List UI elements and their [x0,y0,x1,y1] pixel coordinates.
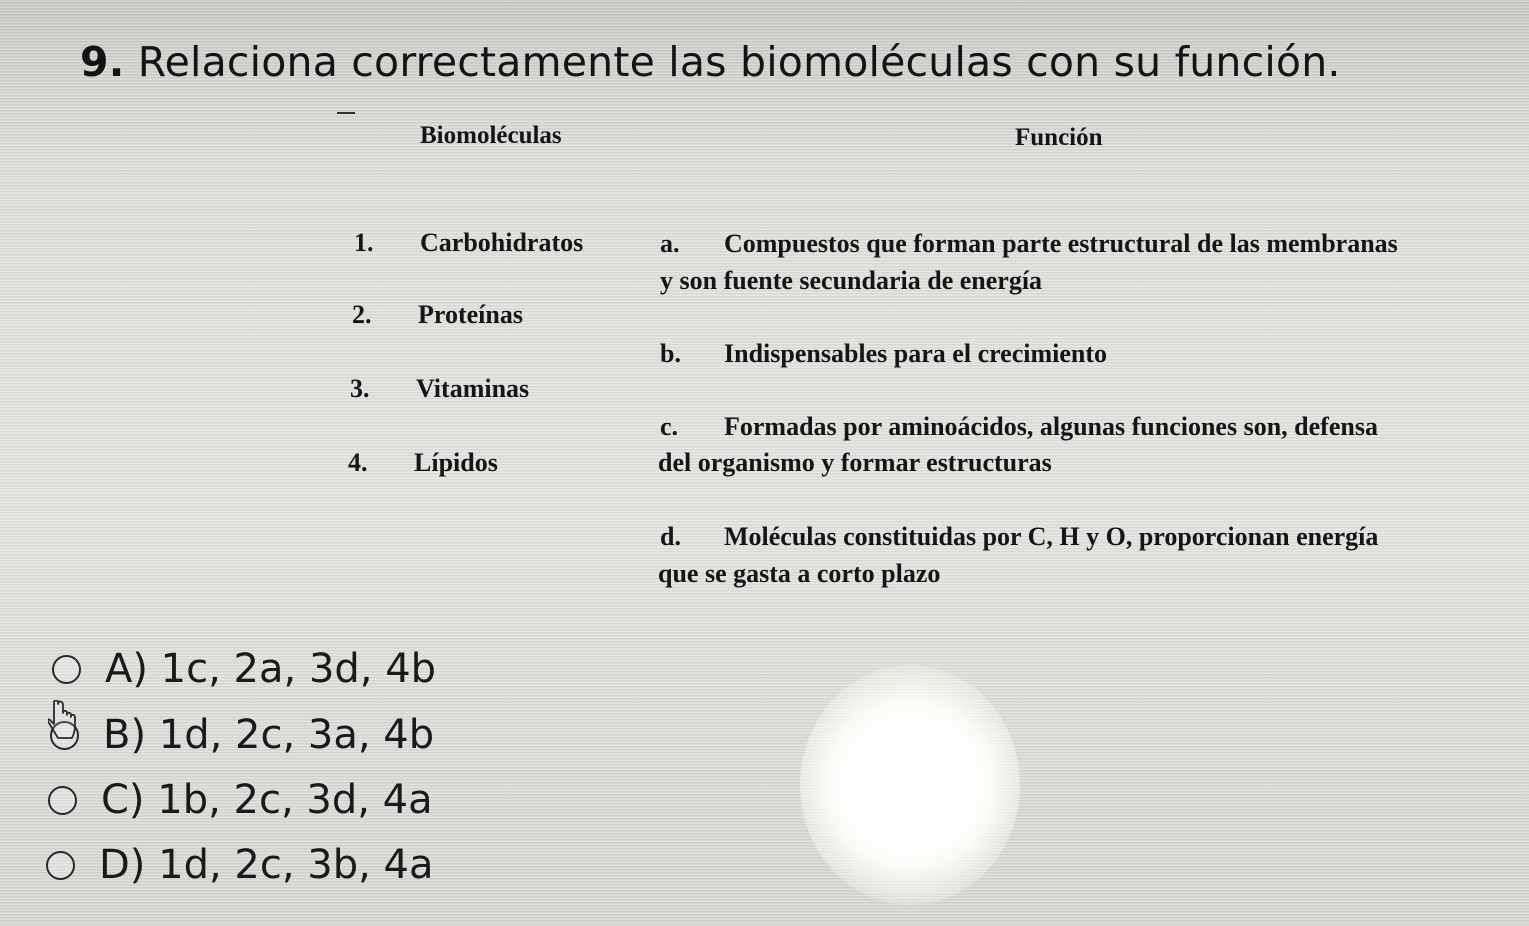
function-item-b [660,339,1107,369]
function-text: Indispensables para el crecimiento [724,339,1108,368]
light-glare [800,665,1020,905]
radio-button-icon[interactable] [52,655,81,684]
function-text: Formadas por aminoácidos, algunas funciones son, defensa [724,412,1378,441]
biomolecule-name: Vitaminas [416,374,530,403]
function-item-d [660,522,1378,552]
function-item-c [660,412,1378,442]
option-label: C) 1b, 2c, 3d, 4a [101,777,433,823]
function-text: Moléculas constituidas por C, H y O, proporcionan energía [724,522,1379,551]
function-text: Compuestos que forman parte estructural de las membranas [724,229,1398,258]
function-item-a [660,229,1398,259]
biomolecule-number: 3. [350,374,370,403]
radio-button-icon[interactable] [48,786,77,815]
function-item-a-continued: y son fuente secundaria de energía [660,266,1043,295]
dash-mark [337,112,355,114]
option-a[interactable] [52,646,436,692]
function-letter: b. [660,339,681,368]
question-text: Relaciona correctamente las biomoléculas con su función. [137,38,1341,86]
biomolecule-number: 1. [354,228,374,257]
question-number: 9. [80,38,125,86]
header-funcion: Función [1015,124,1103,151]
option-b[interactable] [50,712,434,758]
function-letter: a. [660,229,680,258]
biomolecule-number: 2. [352,300,372,329]
option-c[interactable] [48,777,433,823]
option-label: A) 1c, 2a, 3d, 4b [105,646,437,692]
option-label: B) 1d, 2c, 3a, 4b [103,712,435,758]
biomolecule-item [352,300,523,330]
radio-button-icon[interactable] [46,851,75,880]
biomolecule-item [354,228,583,258]
biomolecule-item [350,374,529,404]
function-item-d-continued: que se gasta a corto plazo [658,559,941,588]
hand-pointer-icon [48,700,78,744]
function-item-c-continued: del organismo y formar estructuras [658,448,1052,477]
option-d[interactable] [46,842,434,888]
header-biomoleculas: Biomoléculas [420,122,562,149]
question-title [80,38,1341,86]
biomolecule-item [348,448,498,478]
function-letter: c. [660,412,679,441]
biomolecule-name: Lípidos [414,448,498,477]
biomolecule-name: Carbohidratos [420,228,584,257]
option-label: D) 1d, 2c, 3b, 4a [99,842,434,888]
biomolecule-number: 4. [348,448,368,477]
biomolecule-name: Proteínas [418,300,523,329]
function-letter: d. [660,522,681,551]
